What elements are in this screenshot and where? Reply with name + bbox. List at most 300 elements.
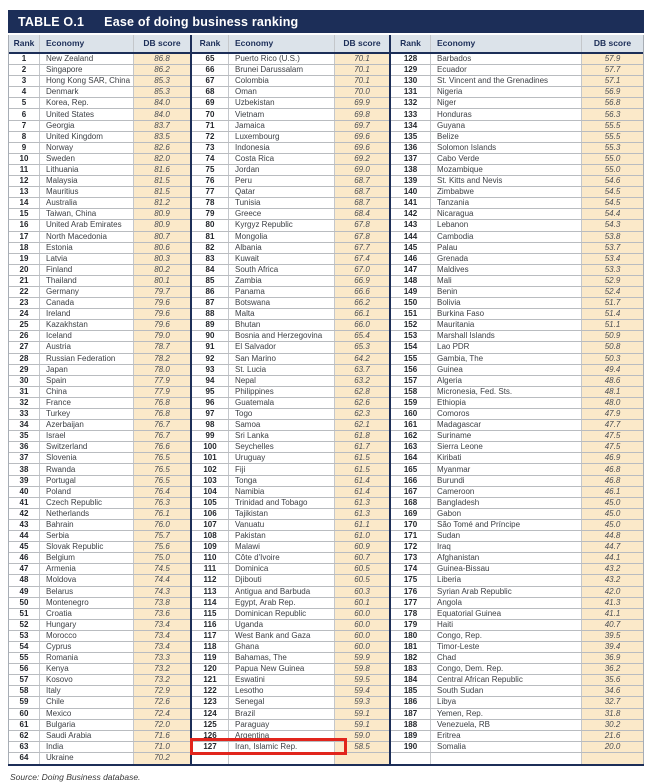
rank-cell: 159 bbox=[403, 397, 418, 407]
economy-cell: Albania bbox=[228, 243, 335, 253]
economy-cell: Netherlands bbox=[39, 509, 134, 519]
rank-cell: 57 bbox=[19, 675, 29, 685]
table-row bbox=[9, 98, 190, 109]
score-cell: 60.5 bbox=[335, 575, 389, 585]
table-row bbox=[391, 587, 643, 598]
score-cell: 65.4 bbox=[335, 331, 389, 341]
rank-cell: 62 bbox=[19, 730, 29, 740]
table-row bbox=[391, 220, 643, 231]
rank-cell: 44 bbox=[19, 531, 29, 541]
economy-cell: Belize bbox=[430, 132, 582, 142]
economy-cell: Mozambique bbox=[430, 165, 582, 175]
score-cell: 84.0 bbox=[134, 98, 190, 108]
table-row bbox=[391, 731, 643, 742]
economy-cell: Slovak Republic bbox=[39, 542, 134, 552]
table-row bbox=[9, 509, 190, 520]
table-row bbox=[192, 109, 389, 120]
rank-cell: 134 bbox=[403, 120, 418, 130]
rank-cell: 48 bbox=[19, 575, 29, 585]
table-row bbox=[391, 132, 643, 143]
table-row bbox=[192, 431, 389, 442]
rank-cell: 161 bbox=[403, 420, 418, 430]
rank-cell: 180 bbox=[403, 630, 418, 640]
table-row bbox=[9, 54, 190, 65]
economy-cell: Panama bbox=[228, 287, 335, 297]
score-cell: 68.4 bbox=[335, 209, 389, 219]
economy-cell: Belgium bbox=[39, 553, 134, 563]
economy-cell: Congo, Rep. bbox=[430, 631, 582, 641]
economy-cell: Chad bbox=[430, 653, 582, 663]
rank-cell: 174 bbox=[403, 564, 418, 574]
economy-cell: Thailand bbox=[39, 276, 134, 286]
score-cell: 72.0 bbox=[134, 720, 190, 730]
economy-cell: Samoa bbox=[228, 420, 335, 430]
table-row bbox=[391, 387, 643, 398]
rank-cell: 179 bbox=[403, 619, 418, 629]
table-row bbox=[391, 398, 643, 409]
economy-cell: Ethiopia bbox=[430, 398, 582, 408]
table-row bbox=[9, 464, 190, 475]
rank-cell: 9 bbox=[21, 142, 27, 152]
score-cell: 55.0 bbox=[582, 165, 643, 175]
economy-cell: Taiwan, China bbox=[39, 209, 134, 219]
economy-cell: Ukraine bbox=[39, 753, 134, 764]
score-cell: 73.4 bbox=[134, 631, 190, 641]
table-row bbox=[391, 320, 643, 331]
economy-cell: Namibia bbox=[228, 487, 335, 497]
score-cell: 48.1 bbox=[582, 387, 643, 397]
table-row bbox=[192, 642, 389, 653]
table-row bbox=[192, 753, 389, 764]
table-row bbox=[192, 620, 389, 631]
rank-cell: 110 bbox=[203, 553, 217, 563]
score-cell: 85.3 bbox=[134, 87, 190, 97]
table-row bbox=[9, 232, 190, 243]
rank-cell: 26 bbox=[19, 331, 29, 341]
rank-cell: 84 bbox=[205, 264, 215, 274]
score-cell: 73.4 bbox=[134, 642, 190, 652]
economy-cell: Colombia bbox=[228, 76, 335, 86]
table-row bbox=[192, 320, 389, 331]
table-row bbox=[391, 209, 643, 220]
table-row bbox=[391, 653, 643, 664]
economy-cell: Ecuador bbox=[430, 65, 582, 75]
table-row bbox=[9, 442, 190, 453]
economy-cell: Saudi Arabia bbox=[39, 731, 134, 741]
table-row bbox=[391, 453, 643, 464]
rank-cell: 151 bbox=[403, 309, 418, 319]
rank-cell: 124 bbox=[203, 708, 217, 718]
score-cell: 43.2 bbox=[582, 564, 643, 574]
rank-cell: 176 bbox=[403, 586, 418, 596]
score-cell: 62.6 bbox=[335, 398, 389, 408]
table-row bbox=[9, 209, 190, 220]
score-cell: 73.3 bbox=[134, 653, 190, 663]
table-row bbox=[9, 620, 190, 631]
rank-cell: 171 bbox=[403, 531, 418, 541]
table-row bbox=[192, 731, 389, 742]
table-row bbox=[9, 409, 190, 420]
score-cell: 41.3 bbox=[582, 598, 643, 608]
score-cell: 67.4 bbox=[335, 254, 389, 264]
rank-cell: 138 bbox=[403, 164, 418, 174]
economy-cell: Tunisia bbox=[228, 198, 335, 208]
economy-cell: Guinea bbox=[430, 365, 582, 375]
economy-cell: Vietnam bbox=[228, 109, 335, 119]
economy-cell: Luxembourg bbox=[228, 132, 335, 142]
rank-cell: 172 bbox=[403, 542, 418, 552]
economy-cell: Singapore bbox=[39, 65, 134, 75]
score-cell: 63.2 bbox=[335, 376, 389, 386]
rank-cell: 81 bbox=[205, 231, 215, 241]
rank-cell: 25 bbox=[19, 320, 29, 330]
economy-cell: Mali bbox=[430, 276, 582, 286]
score-cell: 34.6 bbox=[582, 686, 643, 696]
rank-cell: 102 bbox=[203, 464, 217, 474]
table-row bbox=[391, 642, 643, 653]
economy-cell: Bangladesh bbox=[430, 498, 582, 508]
rank-cell: 173 bbox=[403, 553, 418, 563]
col-header-rank: Rank bbox=[391, 35, 430, 52]
economy-cell: Lao PDR bbox=[430, 342, 582, 352]
rank-cell: 77 bbox=[205, 187, 215, 197]
score-cell: 66.9 bbox=[335, 276, 389, 286]
rank-cell: 139 bbox=[403, 176, 418, 186]
table-number: TABLE O.1 bbox=[18, 14, 85, 29]
rank-cell: 72 bbox=[205, 131, 215, 141]
economy-cell: Malaysia bbox=[39, 176, 134, 186]
economy-cell: Lithuania bbox=[39, 165, 134, 175]
table-row bbox=[391, 98, 643, 109]
rank-cell: 19 bbox=[19, 253, 29, 263]
rank-cell: 78 bbox=[205, 198, 215, 208]
score-cell: 80.3 bbox=[134, 254, 190, 264]
economy-cell: Senegal bbox=[228, 697, 335, 707]
rank-cell: 87 bbox=[205, 298, 215, 308]
economy-cell: Vanuatu bbox=[228, 520, 335, 530]
score-cell: 70.1 bbox=[335, 65, 389, 75]
economy-cell: Timor-Leste bbox=[430, 642, 582, 652]
table-row bbox=[9, 143, 190, 154]
economy-cell: Mauritania bbox=[430, 320, 582, 330]
table-row bbox=[9, 354, 190, 365]
rank-cell: 28 bbox=[19, 353, 29, 363]
rank-cell: 169 bbox=[403, 508, 418, 518]
economy-cell: Cambodia bbox=[430, 232, 582, 242]
table-row bbox=[192, 742, 389, 753]
table-row bbox=[391, 531, 643, 542]
table-row bbox=[391, 720, 643, 731]
table-row bbox=[391, 575, 643, 586]
table-row bbox=[391, 243, 643, 254]
table-row bbox=[9, 76, 190, 87]
economy-cell: Sudan bbox=[430, 531, 582, 541]
economy-cell: Hong Kong SAR, China bbox=[39, 76, 134, 86]
score-cell: 77.9 bbox=[134, 376, 190, 386]
score-cell: 44.1 bbox=[582, 553, 643, 563]
score-cell: 67.0 bbox=[335, 265, 389, 275]
score-cell: 52.4 bbox=[582, 287, 643, 297]
economy-cell: Kosovo bbox=[39, 675, 134, 685]
table-row bbox=[391, 442, 643, 453]
score-cell: 70.1 bbox=[335, 54, 389, 64]
table-row bbox=[9, 742, 190, 753]
table-row bbox=[9, 320, 190, 331]
rank-cell: 67 bbox=[205, 76, 215, 86]
rank-cell: 187 bbox=[403, 708, 418, 718]
economy-cell: Zimbabwe bbox=[430, 187, 582, 197]
score-cell: 61.4 bbox=[335, 476, 389, 486]
score-cell: 69.6 bbox=[335, 143, 389, 153]
score-cell: 66.6 bbox=[335, 287, 389, 297]
rank-cell: 166 bbox=[403, 475, 418, 485]
table-title-bar bbox=[8, 10, 644, 35]
economy-cell: Tanzania bbox=[430, 198, 582, 208]
economy-cell: Georgia bbox=[39, 121, 134, 131]
economy-cell: Sierra Leone bbox=[430, 442, 582, 452]
table-row bbox=[391, 65, 643, 76]
table-row bbox=[391, 753, 643, 764]
economy-cell: Burkina Faso bbox=[430, 309, 582, 319]
rank-cell: 46 bbox=[19, 553, 29, 563]
table-row bbox=[192, 509, 389, 520]
rank-cell: 79 bbox=[205, 209, 215, 219]
score-cell: 61.5 bbox=[335, 453, 389, 463]
rank-cell: 12 bbox=[19, 176, 29, 186]
score-cell: 82.6 bbox=[134, 143, 190, 153]
score-cell: 54.5 bbox=[582, 198, 643, 208]
economy-cell: Latvia bbox=[39, 254, 134, 264]
rank-cell: 4 bbox=[21, 87, 27, 97]
table-row bbox=[192, 143, 389, 154]
table-body bbox=[8, 35, 644, 766]
rank-cell: 137 bbox=[403, 153, 418, 163]
rank-cell: 154 bbox=[403, 342, 418, 352]
score-cell: 56.8 bbox=[582, 98, 643, 108]
economy-cell: Iceland bbox=[39, 331, 134, 341]
rank-cell: 103 bbox=[203, 475, 217, 485]
economy-cell: Iran, Islamic Rep. bbox=[228, 742, 335, 752]
score-cell: 81.2 bbox=[134, 198, 190, 208]
table-row bbox=[192, 165, 389, 176]
table-row bbox=[9, 686, 190, 697]
rank-cell: 157 bbox=[403, 375, 418, 385]
rank-cell: 142 bbox=[403, 209, 418, 219]
score-cell: 79.6 bbox=[134, 298, 190, 308]
table-row bbox=[391, 76, 643, 87]
table-row bbox=[192, 154, 389, 165]
table-row bbox=[192, 398, 389, 409]
rank-cell: 36 bbox=[19, 442, 29, 452]
table-row bbox=[391, 143, 643, 154]
rank-cell: 5 bbox=[21, 98, 27, 108]
economy-cell: Iraq bbox=[430, 542, 582, 552]
rank-cell: 61 bbox=[19, 719, 29, 729]
rank-cell: 55 bbox=[19, 653, 29, 663]
rank-cell: 18 bbox=[19, 242, 29, 252]
score-cell: 50.9 bbox=[582, 331, 643, 341]
table-row bbox=[9, 187, 190, 198]
rank-cell: 75 bbox=[205, 164, 215, 174]
table-row bbox=[391, 664, 643, 675]
table-row bbox=[9, 664, 190, 675]
table-row bbox=[9, 575, 190, 586]
rank-cell: 51 bbox=[19, 608, 29, 618]
table-row bbox=[391, 154, 643, 165]
rank-cell: 130 bbox=[403, 76, 418, 86]
score-cell: 66.1 bbox=[335, 309, 389, 319]
table-row bbox=[391, 54, 643, 65]
score-cell: 43.2 bbox=[582, 575, 643, 585]
score-cell: 61.3 bbox=[335, 498, 389, 508]
table-row bbox=[192, 376, 389, 387]
economy-cell: Germany bbox=[39, 287, 134, 297]
score-cell: 61.1 bbox=[335, 520, 389, 530]
table-row bbox=[391, 476, 643, 487]
economy-cell: Ghana bbox=[228, 642, 335, 652]
ease-of-doing-business-table bbox=[8, 10, 644, 782]
rank-cell: 152 bbox=[403, 320, 418, 330]
economy-cell: United States bbox=[39, 109, 134, 119]
table-row bbox=[192, 598, 389, 609]
score-cell: 51.1 bbox=[582, 320, 643, 330]
table-row bbox=[9, 675, 190, 686]
economy-cell: Kiribati bbox=[430, 453, 582, 463]
score-cell: 67.8 bbox=[335, 220, 389, 230]
score-cell: 59.1 bbox=[335, 720, 389, 730]
table-row bbox=[192, 686, 389, 697]
table-row bbox=[192, 664, 389, 675]
rank-cell: 165 bbox=[403, 464, 418, 474]
score-cell: 59.3 bbox=[335, 697, 389, 707]
table-row bbox=[391, 287, 643, 298]
rank-cell: 92 bbox=[205, 353, 215, 363]
economy-cell: Uzbekistan bbox=[228, 98, 335, 108]
score-cell: 61.7 bbox=[335, 442, 389, 452]
economy-cell: Ireland bbox=[39, 309, 134, 319]
economy-cell: Kazakhstan bbox=[39, 320, 134, 330]
table-row bbox=[9, 631, 190, 642]
table-row bbox=[9, 520, 190, 531]
rank-cell: 2 bbox=[21, 65, 27, 75]
economy-cell: Tajikistan bbox=[228, 509, 335, 519]
economy-cell: Angola bbox=[430, 598, 582, 608]
score-cell: 61.0 bbox=[335, 531, 389, 541]
table-row bbox=[192, 520, 389, 531]
score-cell: 73.4 bbox=[134, 620, 190, 630]
score-cell: 76.7 bbox=[134, 431, 190, 441]
economy-cell: Palau bbox=[430, 243, 582, 253]
score-cell: 39.5 bbox=[582, 631, 643, 641]
score-cell: 79.6 bbox=[134, 309, 190, 319]
table-row bbox=[391, 520, 643, 531]
table-row bbox=[9, 542, 190, 553]
score-cell: 66.2 bbox=[335, 298, 389, 308]
score-cell: 86.8 bbox=[134, 54, 190, 64]
rank-cell: 143 bbox=[403, 220, 418, 230]
economy-cell: Myanmar bbox=[430, 464, 582, 474]
score-cell: 53.7 bbox=[582, 243, 643, 253]
table-row bbox=[192, 409, 389, 420]
column-group-1 bbox=[8, 35, 192, 764]
score-cell: 79.6 bbox=[134, 320, 190, 330]
rank-cell: 42 bbox=[19, 508, 29, 518]
rank-cell: 60 bbox=[19, 708, 29, 718]
rank-cell: 7 bbox=[21, 120, 27, 130]
table-row bbox=[192, 498, 389, 509]
economy-cell: Honduras bbox=[430, 109, 582, 119]
table-row bbox=[192, 697, 389, 708]
score-cell: 20.0 bbox=[582, 742, 643, 752]
rank-cell: 150 bbox=[403, 298, 418, 308]
economy-cell: Algeria bbox=[430, 376, 582, 386]
economy-cell: Nicaragua bbox=[430, 209, 582, 219]
economy-cell: Pakistan bbox=[228, 531, 335, 541]
rank-cell: 32 bbox=[19, 397, 29, 407]
economy-cell: Peru bbox=[228, 176, 335, 186]
economy-cell: Belarus bbox=[39, 587, 134, 597]
rank-cell: 135 bbox=[403, 131, 418, 141]
rank-cell: 149 bbox=[403, 287, 418, 297]
score-cell: 75.6 bbox=[134, 542, 190, 552]
table-row bbox=[192, 709, 389, 720]
table-row bbox=[9, 531, 190, 542]
rank-cell: 108 bbox=[203, 531, 217, 541]
table-row bbox=[391, 276, 643, 287]
table-row bbox=[9, 254, 190, 265]
score-cell: 68.7 bbox=[335, 187, 389, 197]
score-cell: 55.5 bbox=[582, 132, 643, 142]
table-row bbox=[391, 598, 643, 609]
table-row bbox=[391, 187, 643, 198]
score-cell: 59.4 bbox=[335, 686, 389, 696]
table-row bbox=[192, 609, 389, 620]
table-row bbox=[391, 232, 643, 243]
table-row bbox=[391, 498, 643, 509]
economy-cell: Nepal bbox=[228, 376, 335, 386]
economy-cell: Lebanon bbox=[430, 220, 582, 230]
economy-cell: Equatorial Guinea bbox=[430, 609, 582, 619]
economy-cell: Cabo Verde bbox=[430, 154, 582, 164]
table-row bbox=[192, 187, 389, 198]
rank-cell: 170 bbox=[403, 519, 418, 529]
table-row bbox=[391, 376, 643, 387]
rank-cell: 107 bbox=[203, 519, 217, 529]
table-row bbox=[9, 564, 190, 575]
score-cell: 76.5 bbox=[134, 453, 190, 463]
score-cell: 46.8 bbox=[582, 464, 643, 474]
economy-cell: Liberia bbox=[430, 575, 582, 585]
rank-cell: 86 bbox=[205, 287, 215, 297]
rank-cell: 99 bbox=[205, 431, 215, 441]
economy-cell: Madagascar bbox=[430, 420, 582, 430]
rank-cell: 115 bbox=[203, 608, 217, 618]
score-cell: 76.1 bbox=[134, 509, 190, 519]
economy-cell: Malta bbox=[228, 309, 335, 319]
rank-cell: 162 bbox=[403, 431, 418, 441]
economy-cell: Hungary bbox=[39, 620, 134, 630]
score-cell: 69.0 bbox=[335, 165, 389, 175]
rank-cell: 164 bbox=[403, 453, 418, 463]
score-cell: 78.0 bbox=[134, 365, 190, 375]
economy-cell: Rwanda bbox=[39, 464, 134, 474]
rank-cell: 129 bbox=[403, 65, 418, 75]
score-cell: 79.0 bbox=[134, 331, 190, 341]
economy-cell: Eritrea bbox=[430, 731, 582, 741]
table-row bbox=[192, 198, 389, 209]
economy-cell: Chile bbox=[39, 697, 134, 707]
economy-cell: Congo, Dem. Rep. bbox=[430, 664, 582, 674]
